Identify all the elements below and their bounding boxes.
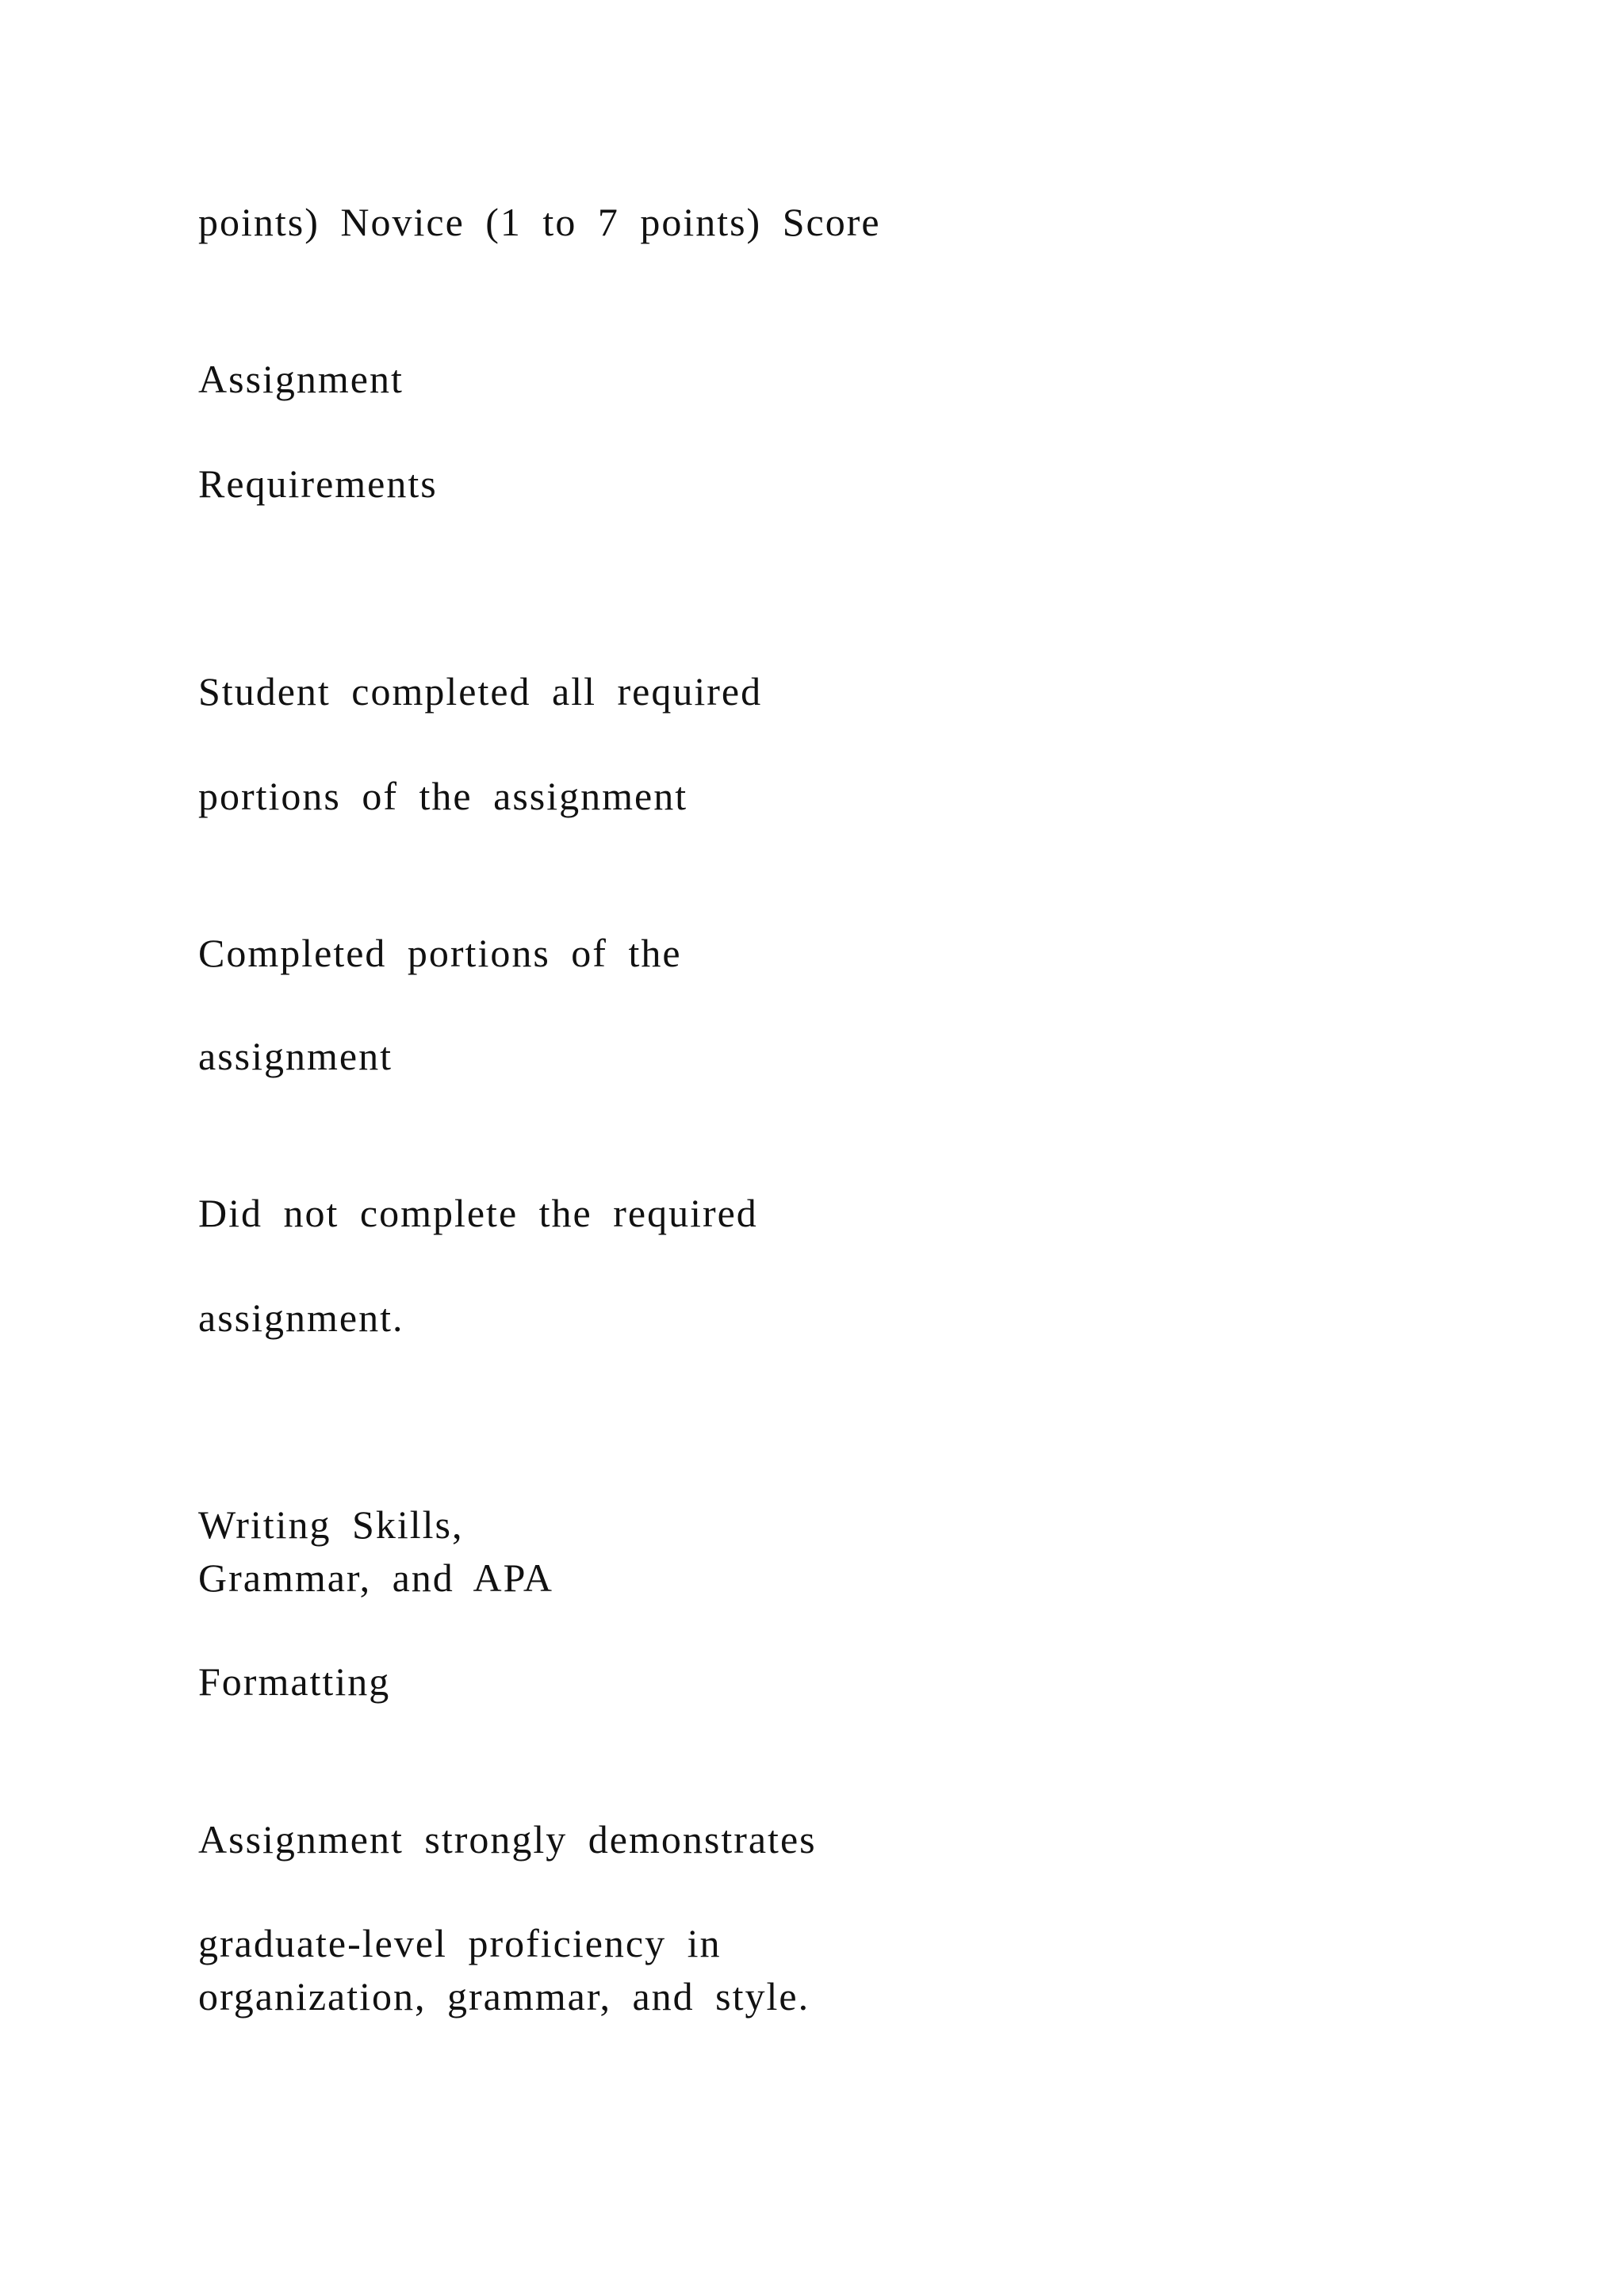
criterion-title-line-1: Assignment [198,357,404,401]
rubric-header-line: points) Novice (1 to 7 points) Score [198,200,881,244]
writing-proficient-line-1: Assignment strongly demonstrates [198,1817,817,1862]
proficient-description-line-1: Student completed all required [198,669,763,714]
writing-proficient-line-2: graduate-level proficiency in [198,1921,722,1965]
writing-criterion-line-3: Formatting [198,1659,391,1704]
writing-criterion-line-2: Grammar, and APA [198,1556,553,1600]
writing-criterion-line-1: Writing Skills, [198,1502,464,1547]
criterion-title-line-2: Requirements [198,461,438,506]
proficient-description-line-2: portions of the assignment [198,774,688,818]
novice-description-line-2: assignment. [198,1295,404,1340]
competent-description-line-1: Completed portions of the [198,931,682,975]
competent-description-line-2: assignment [198,1034,393,1078]
writing-proficient-line-3: organization, grammar, and style. [198,1974,810,2019]
novice-description-line-1: Did not complete the required [198,1191,758,1235]
